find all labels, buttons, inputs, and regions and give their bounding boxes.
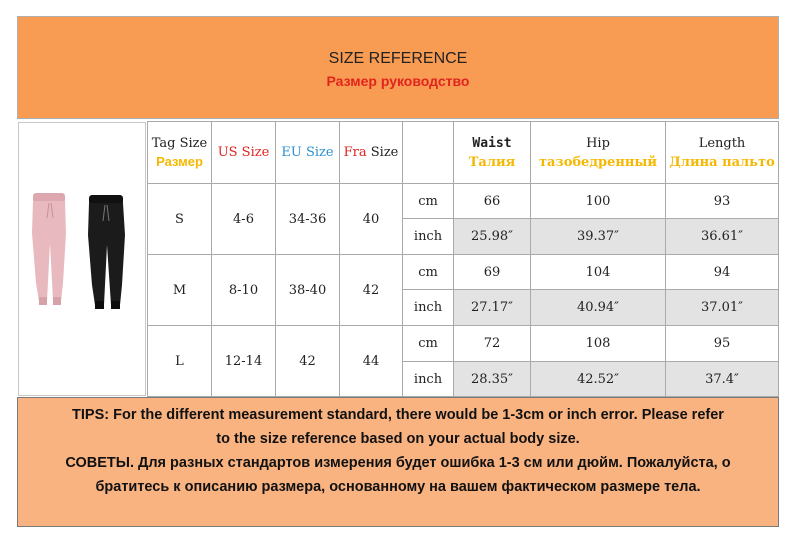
tips-line-ru-1: СОВЕТЫ. Для разных стандартов измерения будет ошибка 1-3 см или дюйм. Пожалуйста, о (65, 455, 731, 471)
table-row (148, 184, 779, 219)
tips-box (17, 397, 779, 527)
tag-size-cell: M (148, 255, 212, 326)
unit-cell: inch (403, 362, 454, 397)
eu-size-cell: 34-36 (276, 184, 340, 255)
waist-cell: 25.98″ (454, 219, 531, 255)
waist-header: Waist Талия (454, 122, 531, 184)
hip-header: Hip тазобедренный (531, 122, 666, 184)
tag-size-cell: S (148, 184, 212, 255)
table-row (148, 255, 779, 290)
us-size-cell: 12-14 (212, 326, 276, 397)
hip-cell: 40.94″ (531, 290, 666, 326)
jogger-pants-image (19, 123, 145, 395)
unit-header (403, 122, 454, 184)
header-banner (17, 16, 779, 119)
tips-line-en-2: to the size reference based on your actual body size. (216, 431, 580, 447)
tag-size-cell: L (148, 326, 212, 397)
us-size-cell: 4-6 (212, 184, 276, 255)
length-cell: 37.4″ (666, 362, 779, 397)
unit-cell: inch (403, 219, 454, 255)
eu-size-cell: 38-40 (276, 255, 340, 326)
unit-cell: cm (403, 255, 454, 290)
waist-cell: 28.35″ (454, 362, 531, 397)
hip-cell: 108 (531, 326, 666, 362)
fra-size-cell: 42 (340, 255, 403, 326)
length-cell: 94 (666, 255, 779, 290)
hip-cell: 100 (531, 184, 666, 219)
fra-size-cell: 44 (340, 326, 403, 397)
hip-cell: 42.52″ (531, 362, 666, 397)
waist-cell: 69 (454, 255, 531, 290)
us-size-header: US Size (212, 122, 276, 184)
unit-cell: inch (403, 290, 454, 326)
unit-cell: cm (403, 326, 454, 362)
tips-line-en-1: TIPS: For the different measurement standard, there would be 1-3cm or inch error. Please refer (72, 407, 724, 423)
length-cell: 93 (666, 184, 779, 219)
eu-size-header: EU Size (276, 122, 340, 184)
waist-cell: 27.17″ (454, 290, 531, 326)
table-row (148, 326, 779, 362)
length-header: Length Длина пальто (666, 122, 779, 184)
black-pants-icon (88, 195, 125, 309)
table-header-row (148, 122, 779, 184)
length-cell: 37.01″ (666, 290, 779, 326)
hip-cell: 104 (531, 255, 666, 290)
pink-pants-icon (32, 193, 66, 305)
size-chart-table (147, 121, 779, 397)
fra-size-header: Fra Size (340, 122, 403, 184)
tips-line-ru-2: братитесь к описанию размера, основанному на вашем фактическом размере тела. (95, 479, 701, 495)
fra-size-cell: 40 (340, 184, 403, 255)
size-reference-title-ru: Размер руководство (326, 73, 470, 89)
unit-cell: cm (403, 184, 454, 219)
length-cell: 36.61″ (666, 219, 779, 255)
waist-cell: 72 (454, 326, 531, 362)
hip-cell: 39.37″ (531, 219, 666, 255)
product-photo (18, 122, 146, 396)
size-reference-title: SIZE REFERENCE (328, 50, 468, 67)
us-size-cell: 8-10 (212, 255, 276, 326)
waist-cell: 66 (454, 184, 531, 219)
tag-size-header: Tag Size Размер (148, 122, 212, 184)
eu-size-cell: 42 (276, 326, 340, 397)
length-cell: 95 (666, 326, 779, 362)
